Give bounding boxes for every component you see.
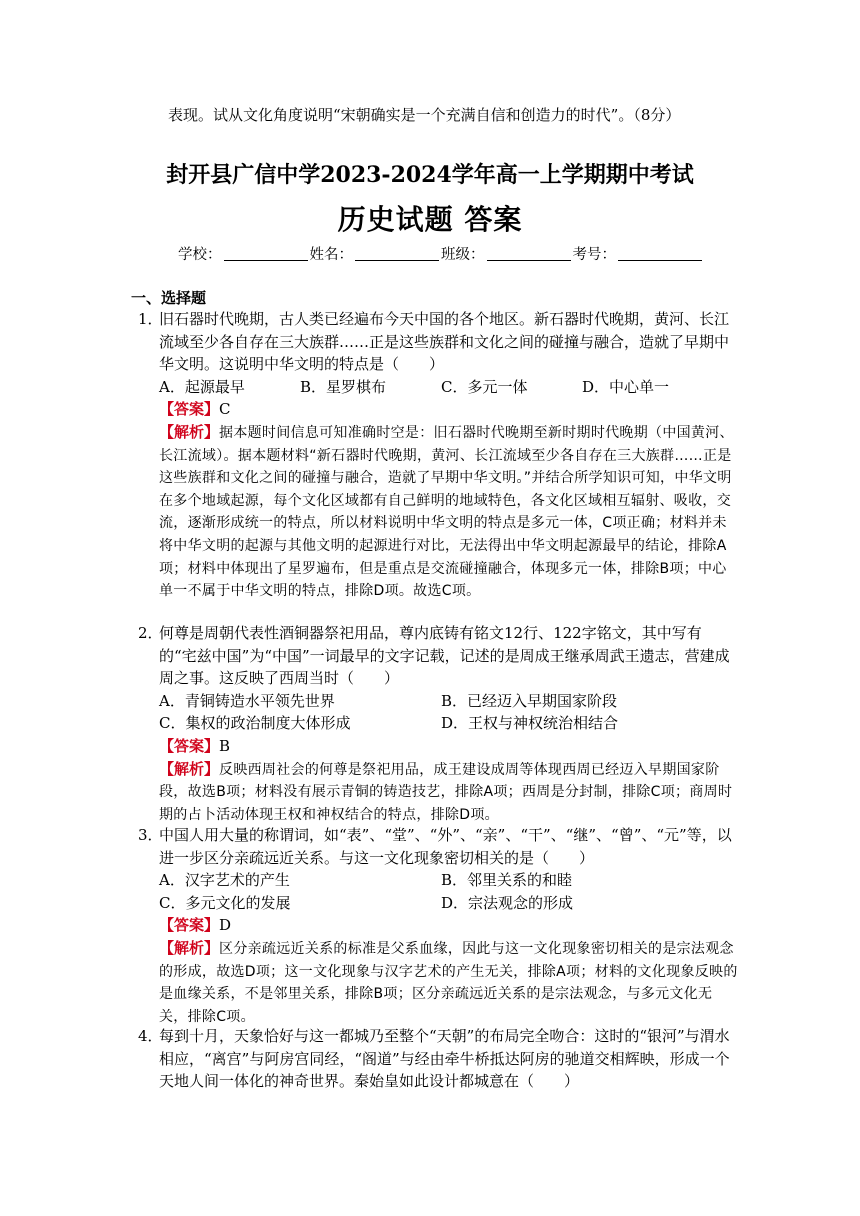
school-label: 学校：	[178, 247, 222, 263]
question-3	[138, 824, 739, 1028]
answer-value: D	[219, 916, 232, 935]
question-4	[138, 1025, 739, 1093]
answer-value: C	[219, 400, 231, 419]
option-d: D．王权与神权统治相结合	[441, 714, 619, 733]
analysis	[159, 421, 739, 603]
question-number: 1．	[138, 310, 163, 328]
question-2	[138, 622, 739, 826]
answer-value: B	[219, 736, 231, 755]
analysis-tag: 【解析】	[159, 938, 220, 957]
class-label: 班级：	[441, 247, 485, 263]
option-a: A．汉字艺术的产生	[159, 871, 290, 890]
question-number: 4．	[138, 1027, 163, 1045]
section-title: 一、选择题	[131, 289, 207, 307]
class-blank	[487, 246, 571, 261]
name-blank	[355, 246, 439, 261]
analysis-tag: 【解析】	[159, 422, 220, 441]
exam-number-blank	[618, 246, 702, 261]
answer-line	[159, 735, 739, 758]
analysis	[159, 937, 739, 1028]
question-stem: 何尊是周朝代表性酒铜器祭祀用品，尊内底铸有铭文12行、122字铭文，其中写有的“宅兹中国”为“中国”一词最早的文字记载，记述的是周成王继承周武王遗志，营建成周之事。这反映了西周当时（ ）	[159, 624, 730, 688]
analysis-text: 区分亲疏远近关系的标准是父系血缘，因此与这一文化现象密切相关的是宗法观念的形成，故选D项；这一文化现象与汉字艺术的产生无关，排除A项；材料的文化现象反映的是血缘关系，不是邻里关系，排除B项；区分亲疏远近关系的是宗法观念，与多元文化无关，排除C项。	[159, 940, 738, 1025]
option-a: A．起源最早	[159, 377, 245, 396]
student-info-line	[178, 243, 704, 264]
options	[159, 869, 739, 914]
question-stem: 每到十月，天象恰好与这一都城乃至整个“天朝”的布局完全吻合：这时的“银河”与渭水相应，“离宫”与阿房宫同经，“阁道”与经由牵牛桥抵达阿房的驰道交相辉映，形成一个天地人间一体化的神奇世界。秦始皇如此设计都城意在（ ）	[159, 1027, 730, 1091]
option-d: D．宗法观念的形成	[441, 893, 574, 912]
analysis	[159, 758, 739, 827]
option-b: B．邻里关系的和睦	[441, 871, 573, 890]
answer-line	[159, 914, 739, 937]
previous-question-tail: 表现。试从文化角度说明“宋朝确实是一个充满自信和创造力的时代”。（8分）	[168, 106, 681, 124]
exam-title: 封开县广信中学2023-2024学年高一上学期期中考试	[166, 162, 694, 188]
option-a: A．青铜铸造水平领先世界	[159, 691, 335, 710]
question-stem: 中国人用大量的称谓词，如“表”、“堂”、“外”、“亲”、“干”、“继”、“曾”、“元”等，以进一步区分亲疏远近关系。与这一文化现象密切相关的是（ ）	[159, 826, 732, 867]
answer-line	[159, 398, 739, 421]
school-blank	[224, 246, 308, 261]
question-stem: 旧石器时代晚期，古人类已经遍布今天中国的各个地区。新石器时代晚期，黄河、长江流域至少各自存在三大族群……正是这些族群和文化之间的碰撞与融合，造就了早期中华文明。这说明中华文明的特点是（ ）	[159, 310, 730, 374]
analysis-tag: 【解析】	[159, 759, 220, 778]
question-number: 2．	[138, 624, 163, 642]
option-c: C．多元文化的发展	[159, 893, 291, 912]
option-b: B．已经迈入早期国家阶段	[441, 691, 618, 710]
answer-tag: 【答案】	[159, 736, 220, 755]
name-label: 姓名：	[309, 247, 353, 263]
answer-tag: 【答案】	[159, 400, 220, 419]
question-number: 3．	[138, 826, 163, 844]
option-b: B．星罗棋布	[300, 377, 387, 396]
exam-number-label: 考号：	[572, 247, 616, 263]
analysis-text: 反映西周社会的何尊是祭祀用品，成王建设成周等体现西周已经迈入早期国家阶段，故选B项；材料没有展示青铜的铸造技艺，排除A项；西周是分封制，排除C项；商周时期的占卜活动体现王权和神权结合的特点，排除D项。	[159, 761, 733, 823]
question-1	[138, 308, 739, 603]
option-d: D．中心单一	[582, 377, 670, 396]
exam-subtitle: 历史试题 答案	[337, 203, 523, 236]
analysis-text: 据本题时间信息可知准确时空是：旧石器时代晚期至新时期时代晚期（中国黄河、长江流域）。据本题材料“新石器时代晚期，黄河、长江流域至少各自存在三大族群……正是这些族群和文化之间的碰撞与融合，造就了早期中华文明。”并结合所学知识可知，中华文明在多个地域起源，每个文化区域都有自己鲜明的地域特色，各文化区域相互辐射、吸收，交流，逐渐形成统一的特点，所以材料说明中华文明的特点是多元一体，C项正确；材料并未将中华文明的起源与其他文明的起源进行对比，无法得出中华文明起源最早的结论，排除A项；材料中体现出了星罗遍布，但是重点是交流碰撞融合，体现多元一体，排除B项；中心单一不属于中华文明的特点，排除D项。故选C项。	[159, 424, 734, 600]
option-c: C．集权的政治制度大体形成	[159, 714, 351, 733]
options	[159, 376, 739, 399]
options	[159, 690, 739, 735]
option-c: C．多元一体	[441, 377, 528, 396]
answer-tag: 【答案】	[159, 916, 220, 935]
